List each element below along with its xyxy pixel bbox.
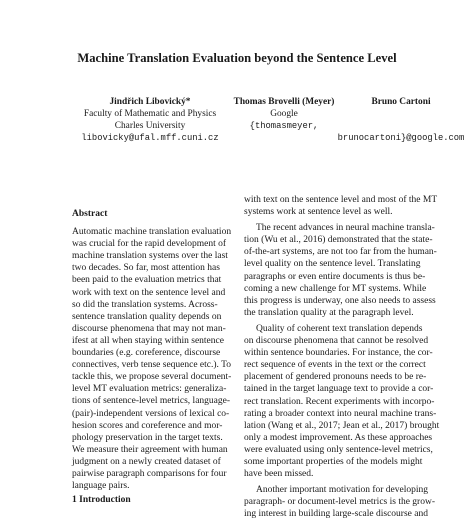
abstract-line: two decades. So far, most attention has <box>72 263 220 274</box>
right-column <box>244 194 440 520</box>
paragraph <box>244 194 438 218</box>
paragraph-line: paragraph- or document-level metrics is the grow- <box>244 497 435 508</box>
author-affiliation: Charles University <box>114 121 186 131</box>
abstract-line: We measure their agreement with human <box>72 444 228 455</box>
paragraph-line: level quality on the sentence level. Translating <box>244 259 421 270</box>
section-heading: 1 Introduction <box>72 495 131 506</box>
author-spacer <box>330 108 472 120</box>
abstract-line: so did the translation systems. Across- <box>72 299 218 310</box>
abstract-body <box>72 226 232 492</box>
paragraph-line: within sentence boundaries. For instance, the cor- <box>244 348 433 359</box>
abstract-column <box>72 208 232 506</box>
paragraph-line: placement of gendered pronouns needs to be re- <box>244 372 427 383</box>
abstract-line: sentence translation quality depends on <box>72 311 222 322</box>
abstract-line: hesion scores and coreference and mor- <box>72 420 223 431</box>
abstract-line: tions of sentence-level metrics, language- <box>72 396 231 407</box>
abstract-line: judgment on a newly created dataset of <box>72 456 221 467</box>
author-block-3 <box>330 96 472 144</box>
paragraph-line: only a modest improvement. As these approaches <box>244 432 433 443</box>
abstract-line: connectives, verb tense sequence etc.). To <box>72 360 232 371</box>
paragraph-line: rating a broader context into neural machine trans- <box>244 408 437 419</box>
paragraph-line: on discourse phenomena that cannot be resolved <box>244 336 429 347</box>
paragraph-line: The recent advances in neural machine transla- <box>256 223 435 234</box>
abstract-line: machine translation systems over the last <box>72 251 228 262</box>
author-name: Jindřich Libovický* <box>109 97 191 107</box>
abstract-line: work with text on the sentence level and <box>72 287 226 298</box>
paragraph-line: the translation quality at the paragraph level. <box>244 307 414 318</box>
paragraph-line: this progress is underway, one also needs to assess <box>244 295 436 306</box>
author-affiliation: Faculty of Mathematic and Physics <box>83 109 217 119</box>
abstract-line: phology preservation in the target texts. <box>72 432 223 443</box>
paragraph-line: were evaluated using only sentence-level metrics, <box>244 444 433 455</box>
abstract-line: been paid to the evaluation metrics that <box>72 275 222 286</box>
abstract-heading: Abstract <box>72 209 108 219</box>
author-email[interactable]: brunocartoni}@google.com <box>337 133 465 143</box>
author-affiliation: Google <box>270 109 298 119</box>
author-email[interactable]: libovicky@ufal.mff.cuni.cz <box>81 133 219 143</box>
paragraph-line: tion (Wu et al., 2016) demonstrated that the state- <box>244 235 433 246</box>
paragraph-line: of-the-art systems, are not too far from the human- <box>244 247 437 258</box>
abstract-line: ifest at all when staying within sentence <box>72 335 224 346</box>
abstract-line: level MT evaluation metrics: generaliza- <box>72 384 227 395</box>
abstract-line: boundaries (e.g. coreference, discourse <box>72 348 221 359</box>
paragraph <box>244 323 440 480</box>
paragraph-line: paragraphs or even entire documents is thus be- <box>244 271 426 282</box>
abstract-line: (pair)-independent versions of lexical co- <box>72 408 230 419</box>
abstract-line: tackle this, we propose several document- <box>72 372 232 383</box>
paragraph-line: coming a new challenge for MT systems. While <box>244 283 427 294</box>
paragraph-line: Quality of coherent text translation depends <box>256 323 423 334</box>
paragraph-line: with text on the sentence level and most of the MT <box>244 195 438 205</box>
abstract-line: language pairs. <box>72 481 130 492</box>
paper-title: Machine Translation Evaluation beyond the Sentence Level <box>77 51 397 65</box>
paragraph <box>244 222 437 319</box>
introduction-body <box>244 194 440 520</box>
author-email[interactable]: {thomasmeyer, <box>249 121 319 131</box>
abstract-line: discourse phenomena that may not man- <box>72 323 226 334</box>
paragraph-line: have been missed. <box>244 469 314 480</box>
abstract-line: Automatic machine translation evaluation <box>72 227 232 238</box>
author-name: Thomas Brovelli (Meyer) <box>233 97 335 107</box>
paragraph-line: Another important motivation for developing <box>256 485 429 496</box>
paragraph-line: rect translation. Recent experiments with incorpo- <box>244 396 435 407</box>
paragraph-line: ing interest in building large-scale discourse and <box>244 509 428 520</box>
paragraph-line: some important properties of the models might <box>244 456 423 467</box>
abstract-line: was crucial for the rapid development of <box>72 239 227 250</box>
paragraph-line: lation (Wang et al., 2017; Jean et al., 2017) brought <box>244 420 440 431</box>
abstract-line: pairwise paragraph comparisons for four <box>72 468 227 479</box>
author-name: Bruno Cartoni <box>371 97 431 107</box>
author-block-2 <box>222 96 346 132</box>
paragraph-line: systems work at sentence level as well. <box>244 207 393 218</box>
paragraph-line: tained in the target language text to provide a cor- <box>244 384 434 395</box>
paragraph <box>244 484 435 520</box>
paragraph-line: rect sequence of events in the text or the correct <box>244 360 426 371</box>
